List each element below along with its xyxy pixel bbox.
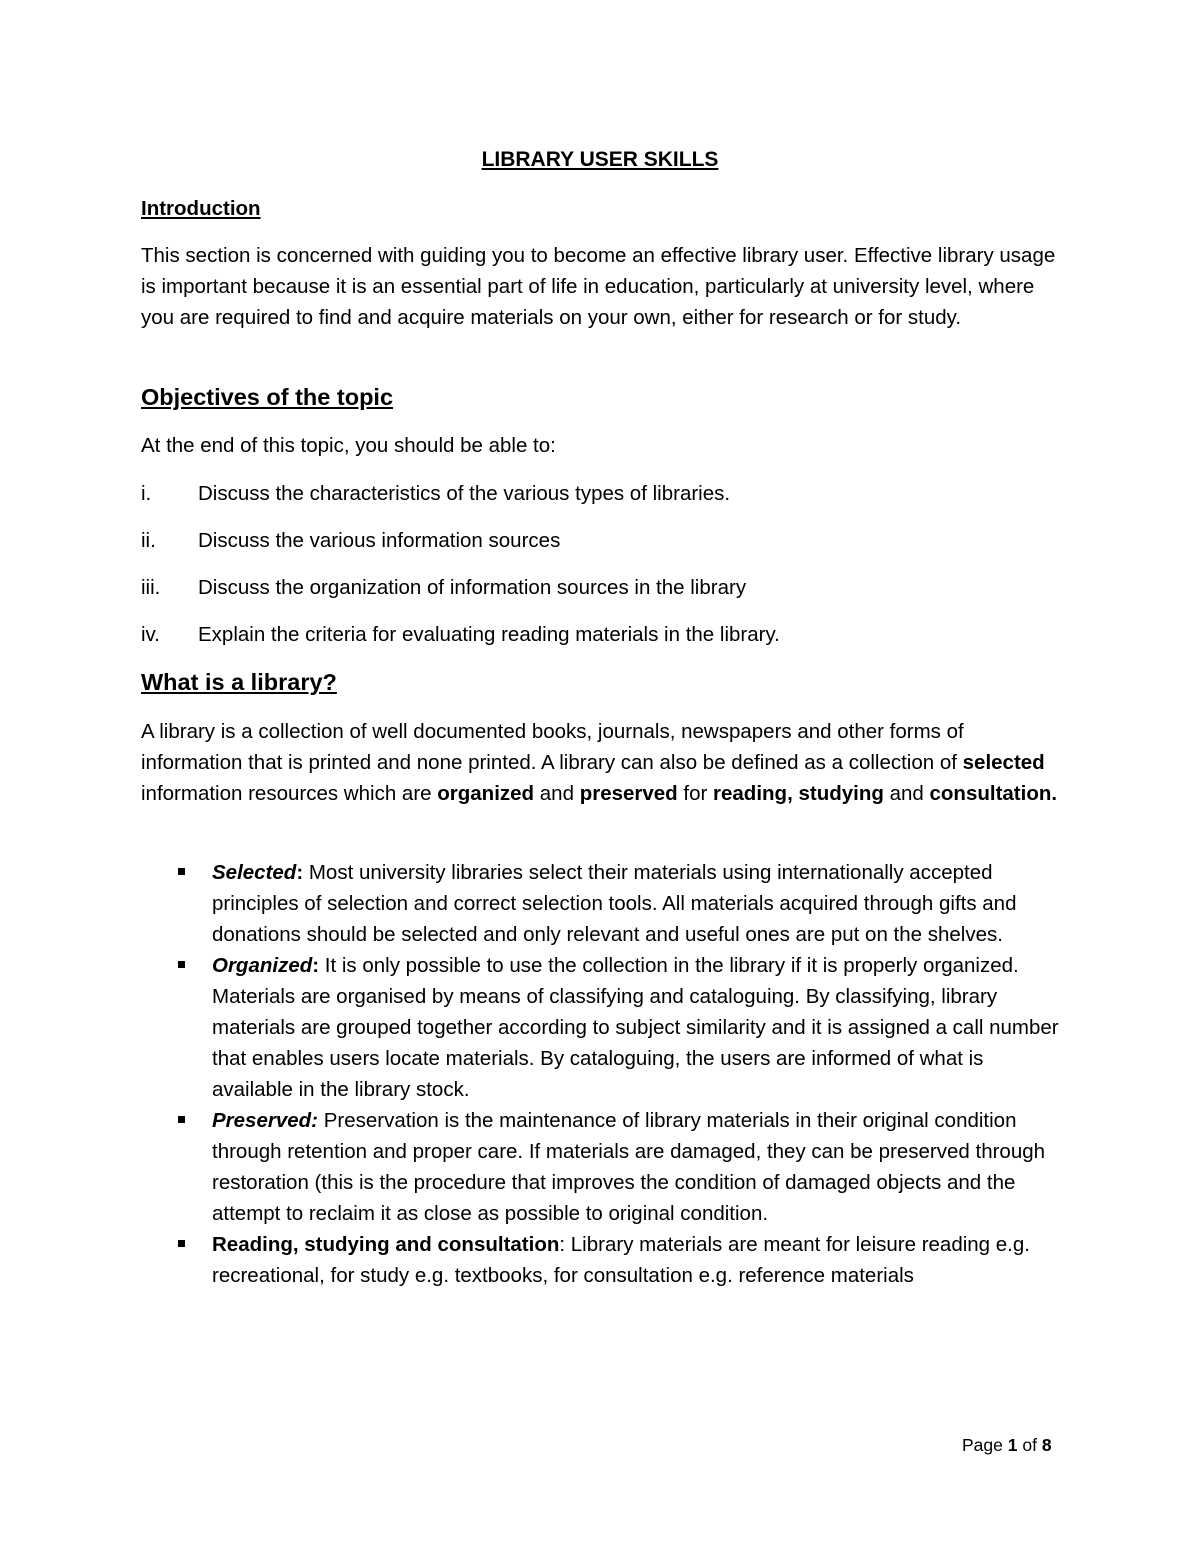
keyword-preserved: preserved <box>579 782 678 805</box>
square-bullet-icon <box>178 1116 185 1123</box>
attribute-text: Library materials are meant for leisure reading e.g. recreational, for study e.g. textbooks, for consultation e.g. reference materials <box>212 1233 1030 1287</box>
attribute-text: Preservation is the maintenance of library materials in their original condition through retention and proper care. If materials are damaged, they can be preserved through restoration (this is the procedure that improves the condition of damaged objects and the attempt to reclaim it as close as possible to original condition. <box>212 1109 1046 1225</box>
page-word: Page <box>962 1435 1003 1455</box>
attribute-term: Reading, studying and consultation <box>212 1233 560 1256</box>
page-footer <box>962 1433 1052 1457</box>
objective-text: Discuss the organization of information sources in the library <box>198 576 747 599</box>
objective-number: i. <box>141 482 152 505</box>
attribute-separator: : <box>559 1233 571 1256</box>
page-number: 1 <box>1007 1435 1018 1455</box>
of-word: of <box>1022 1435 1037 1455</box>
objective-text: Discuss the characteristics of the various types of libraries. <box>198 482 731 505</box>
keyword-organized: organized <box>437 782 535 805</box>
attribute-text: Most university libraries select their materials using internationally accepted principles of selection and correct selection tools. All materials acquired through gifts and donations should be selected and only relevant and useful ones are put on the shelves. <box>212 861 1017 946</box>
definition-text: information resources which are <box>141 782 438 805</box>
objective-item <box>141 574 1041 621</box>
definition-text: for <box>677 782 714 805</box>
objectives-lead: At the end of this topic, you should be able to: <box>141 434 556 457</box>
attribute-separator: : <box>312 954 325 977</box>
library-definition-paragraph <box>141 716 1063 809</box>
square-bullet-icon <box>178 868 185 875</box>
attribute-item <box>141 1229 1063 1291</box>
attribute-term: Preserved: <box>212 1109 318 1132</box>
attribute-term: Organized <box>212 954 313 977</box>
objective-number: ii. <box>141 529 156 552</box>
square-bullet-icon <box>178 1240 185 1247</box>
square-bullet-icon <box>178 961 185 968</box>
objective-item <box>141 527 1041 574</box>
attribute-item <box>141 1105 1063 1229</box>
definition-text: and <box>883 782 930 805</box>
objective-number: iii. <box>141 576 161 599</box>
definition-text: A library is a collection of well documented books, journals, newspapers and other forms of information that is printed and none printed. A library can also be defined as a collection of <box>141 720 964 774</box>
library-attributes-list <box>141 857 1063 1291</box>
attribute-term: Selected <box>212 861 297 884</box>
library-heading: What is a library? <box>141 669 337 695</box>
document-title: LIBRARY USER SKILLS <box>481 148 719 171</box>
keyword-reading-studying: reading, studying <box>713 782 884 805</box>
introduction-paragraph: This section is concerned with guiding you to become an effective library user. Effective library usage is important because it is an essential part of life in education, particularly at university level, where you are required to find and acquire materials on your own, either for research or for study. <box>141 244 1056 329</box>
objectives-heading: Objectives of the topic <box>141 384 394 410</box>
keyword-consultation: consultation. <box>929 782 1058 805</box>
objectives-list <box>141 480 1041 668</box>
keyword-selected: selected <box>962 751 1045 774</box>
objective-text: Explain the criteria for evaluating reading materials in the library. <box>198 623 780 646</box>
attribute-separator: : <box>296 861 309 884</box>
attribute-item <box>141 857 1063 950</box>
attribute-text: It is only possible to use the collection in the library if it is properly organized. Materials are organised by means of classifying and cataloguing. By classifying, library materials are grouped together according to subject similarity and it is assigned a call number that enables users locate materials. By cataloguing, the users are informed of what is available in the library stock. <box>212 954 1059 1101</box>
page-total: 8 <box>1041 1435 1052 1455</box>
objective-item <box>141 480 1041 527</box>
attribute-item <box>141 950 1063 1105</box>
introduction-heading: Introduction <box>141 197 261 220</box>
objective-text: Discuss the various information sources <box>198 529 561 552</box>
objective-number: iv. <box>141 623 160 646</box>
definition-text: and <box>534 782 580 805</box>
objective-item <box>141 621 1041 668</box>
